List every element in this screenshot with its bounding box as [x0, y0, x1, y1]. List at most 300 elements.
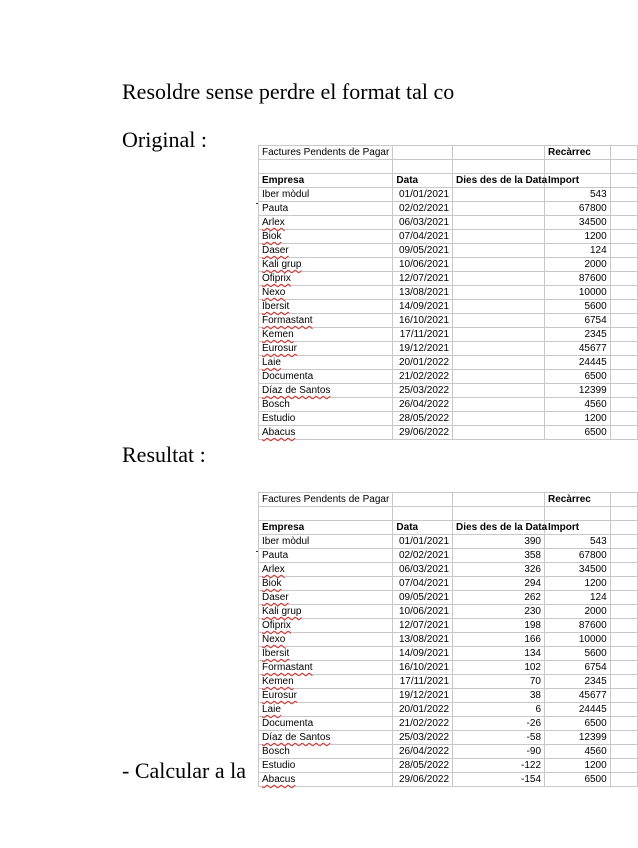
import-cell-text: 2000	[584, 606, 607, 617]
import-cell[interactable]	[545, 412, 611, 426]
empresa-cell[interactable]	[259, 619, 393, 633]
empresa-cell[interactable]	[259, 188, 393, 202]
table-row	[259, 300, 638, 314]
dies-cell[interactable]	[453, 759, 545, 773]
data-cell[interactable]	[393, 619, 453, 633]
import-cell[interactable]	[545, 356, 611, 370]
empty-cell[interactable]	[610, 160, 637, 174]
header-empresa-text: Empresa	[262, 522, 305, 533]
dies-cell[interactable]	[453, 244, 545, 258]
import-cell-text: 543	[590, 189, 607, 200]
empresa-cell[interactable]	[259, 230, 393, 244]
data-cell[interactable]	[393, 591, 453, 605]
data-cell[interactable]	[393, 689, 453, 703]
empresa-cell[interactable]	[259, 675, 393, 689]
data-cell[interactable]	[393, 647, 453, 661]
dies-cell-text: 38	[529, 690, 541, 701]
import-cell-text: 10000	[578, 634, 607, 645]
dies-cell-text: -26	[526, 718, 541, 729]
empty-cell[interactable]	[610, 174, 637, 188]
import-cell[interactable]	[545, 647, 611, 661]
sheet-title-cell-text: Factures Pendents de Pagar	[262, 147, 390, 158]
empresa-cell-text: Ofiprix	[262, 273, 291, 284]
import-cell[interactable]	[545, 384, 611, 398]
data-cell[interactable]	[393, 328, 453, 342]
dies-cell[interactable]	[453, 689, 545, 703]
empty-cell[interactable]	[610, 703, 637, 717]
import-cell[interactable]	[545, 759, 611, 773]
data-cell-text: 09/05/2021	[398, 592, 450, 603]
empresa-cell[interactable]	[259, 314, 393, 328]
empresa-cell[interactable]	[259, 717, 393, 731]
dies-cell[interactable]	[453, 703, 545, 717]
empty-cell[interactable]	[393, 160, 453, 174]
empty-cell[interactable]	[610, 689, 637, 703]
selection-marker	[256, 551, 258, 552]
empty-cell[interactable]	[610, 328, 637, 342]
empresa-cell[interactable]	[259, 412, 393, 426]
empty-cell[interactable]	[610, 745, 637, 759]
empresa-cell[interactable]	[259, 342, 393, 356]
data-cell[interactable]	[393, 773, 453, 787]
empresa-cell[interactable]	[259, 426, 393, 440]
empty-cell[interactable]	[610, 759, 637, 773]
import-cell-text: 2345	[584, 676, 607, 687]
import-cell[interactable]	[545, 591, 611, 605]
import-cell-text: 87600	[578, 273, 607, 284]
table-row	[259, 619, 638, 633]
empty-cell[interactable]	[610, 675, 637, 689]
dies-cell[interactable]	[453, 535, 545, 549]
import-cell[interactable]	[545, 258, 611, 272]
import-cell[interactable]	[545, 314, 611, 328]
import-cell[interactable]	[545, 370, 611, 384]
empresa-cell[interactable]	[259, 356, 393, 370]
import-cell[interactable]	[545, 689, 611, 703]
data-cell-text: 16/10/2021	[398, 315, 450, 326]
table-row	[259, 633, 638, 647]
data-cell[interactable]	[393, 563, 453, 577]
dies-cell[interactable]	[453, 675, 545, 689]
empresa-cell[interactable]	[259, 398, 393, 412]
import-cell-text: 5600	[584, 301, 607, 312]
empresa-cell-text: Abacus	[262, 427, 296, 438]
table-row	[259, 549, 638, 563]
data-cell[interactable]	[393, 272, 453, 286]
empresa-cell[interactable]	[259, 384, 393, 398]
header-data-text: Data	[396, 175, 419, 186]
dies-cell[interactable]	[453, 342, 545, 356]
dies-cell[interactable]	[453, 216, 545, 230]
table-row	[259, 384, 638, 398]
empresa-cell[interactable]	[259, 202, 393, 216]
data-cell[interactable]	[393, 230, 453, 244]
import-cell-text: 45677	[578, 343, 607, 354]
empty-cell[interactable]	[610, 591, 637, 605]
dies-cell[interactable]	[453, 258, 545, 272]
import-cell[interactable]	[545, 745, 611, 759]
header-empresa[interactable]	[259, 521, 393, 535]
import-cell-text: 124	[590, 592, 607, 603]
dies-cell[interactable]	[453, 272, 545, 286]
data-cell-text: 26/04/2022	[398, 746, 450, 757]
table-row	[259, 230, 638, 244]
empresa-cell[interactable]	[259, 647, 393, 661]
title-row	[259, 146, 638, 160]
dies-cell-text: 230	[524, 606, 541, 617]
data-cell[interactable]	[393, 202, 453, 216]
empty-cell[interactable]	[610, 577, 637, 591]
empty-cell[interactable]	[610, 356, 637, 370]
empty-cell[interactable]	[545, 507, 611, 521]
data-cell[interactable]	[393, 577, 453, 591]
table-row	[259, 370, 638, 384]
recarrec-header-cell[interactable]	[545, 146, 611, 160]
empty-cell[interactable]	[610, 661, 637, 675]
empty-cell[interactable]	[610, 731, 637, 745]
empresa-cell[interactable]	[259, 328, 393, 342]
data-cell[interactable]	[393, 605, 453, 619]
dies-cell[interactable]	[453, 370, 545, 384]
data-cell[interactable]	[393, 398, 453, 412]
empresa-cell[interactable]	[259, 272, 393, 286]
import-cell[interactable]	[545, 188, 611, 202]
header-row	[259, 174, 638, 188]
data-cell[interactable]	[393, 703, 453, 717]
dies-cell[interactable]	[453, 591, 545, 605]
import-cell-text: 4560	[584, 399, 607, 410]
empresa-cell-text: Nexo	[262, 634, 286, 645]
dies-cell[interactable]	[453, 314, 545, 328]
empresa-cell-text: Pauta	[262, 550, 289, 561]
empresa-cell[interactable]	[259, 535, 393, 549]
dies-cell[interactable]	[453, 717, 545, 731]
empresa-cell[interactable]	[259, 563, 393, 577]
table-row	[259, 258, 638, 272]
empty-cell[interactable]	[610, 258, 637, 272]
import-cell[interactable]	[545, 717, 611, 731]
data-cell[interactable]	[393, 258, 453, 272]
data-cell[interactable]	[393, 244, 453, 258]
table-row	[259, 314, 638, 328]
dies-cell[interactable]	[453, 731, 545, 745]
empresa-cell[interactable]	[259, 745, 393, 759]
empresa-cell-text: Arlex	[262, 217, 285, 228]
data-cell[interactable]	[393, 342, 453, 356]
empty-cell[interactable]	[610, 426, 637, 440]
blank-row	[259, 160, 638, 174]
data-cell[interactable]	[393, 300, 453, 314]
dies-cell[interactable]	[453, 563, 545, 577]
empresa-cell-text: Laie	[262, 704, 281, 715]
import-cell[interactable]	[545, 272, 611, 286]
table-row	[259, 577, 638, 591]
data-cell-text: 26/04/2022	[398, 399, 450, 410]
empty-cell[interactable]	[610, 384, 637, 398]
data-cell-text: 28/05/2022	[398, 760, 450, 771]
data-cell[interactable]	[393, 745, 453, 759]
data-cell[interactable]	[393, 426, 453, 440]
data-cell[interactable]	[393, 731, 453, 745]
empty-cell[interactable]	[610, 202, 637, 216]
empresa-cell-text: Eurosur	[262, 343, 298, 354]
data-cell-text: 02/02/2021	[398, 550, 450, 561]
header-import-text: Import	[548, 175, 580, 186]
dies-cell-text: -154	[520, 774, 541, 785]
empty-cell[interactable]	[545, 160, 611, 174]
data-cell[interactable]	[393, 412, 453, 426]
empresa-cell[interactable]	[259, 370, 393, 384]
dies-cell-text: 102	[524, 662, 541, 673]
empty-cell[interactable]	[610, 370, 637, 384]
empresa-cell[interactable]	[259, 759, 393, 773]
import-cell[interactable]	[545, 563, 611, 577]
dies-cell[interactable]	[453, 605, 545, 619]
empty-cell[interactable]	[453, 146, 545, 160]
empty-cell[interactable]	[610, 717, 637, 731]
import-cell-text: 24445	[578, 357, 607, 368]
empresa-cell[interactable]	[259, 773, 393, 787]
empresa-cell-text: Daser	[262, 592, 289, 603]
empty-cell[interactable]	[610, 188, 637, 202]
empresa-cell[interactable]	[259, 703, 393, 717]
empty-cell[interactable]	[610, 272, 637, 286]
import-cell[interactable]	[545, 731, 611, 745]
empresa-cell[interactable]	[259, 591, 393, 605]
import-cell[interactable]	[545, 577, 611, 591]
import-cell[interactable]	[545, 619, 611, 633]
import-cell[interactable]	[545, 773, 611, 787]
dies-cell[interactable]	[453, 577, 545, 591]
header-import-text: Import	[548, 522, 580, 533]
import-cell-text: 2345	[584, 329, 607, 340]
result-label: Resultat :	[122, 442, 206, 467]
empty-cell[interactable]	[610, 647, 637, 661]
data-cell[interactable]	[393, 384, 453, 398]
recarrec-header-cell-text: Recàrrec	[548, 147, 591, 158]
empresa-cell-text: Iber mòdul	[262, 536, 310, 547]
empty-cell[interactable]	[453, 160, 545, 174]
import-cell[interactable]	[545, 703, 611, 717]
table-row	[259, 717, 638, 731]
empty-cell[interactable]	[610, 507, 637, 521]
import-cell[interactable]	[545, 216, 611, 230]
data-cell[interactable]	[393, 370, 453, 384]
empresa-cell[interactable]	[259, 661, 393, 675]
data-cell[interactable]	[393, 216, 453, 230]
dies-cell[interactable]	[453, 549, 545, 563]
data-cell[interactable]	[393, 356, 453, 370]
import-cell[interactable]	[545, 661, 611, 675]
import-cell[interactable]	[545, 202, 611, 216]
import-cell-text: 6500	[584, 371, 607, 382]
table-row	[259, 591, 638, 605]
import-cell[interactable]	[545, 535, 611, 549]
import-cell[interactable]	[545, 549, 611, 563]
import-cell-text: 1200	[584, 413, 607, 424]
empresa-cell[interactable]	[259, 605, 393, 619]
empresa-cell[interactable]	[259, 731, 393, 745]
empty-cell[interactable]	[610, 535, 637, 549]
header-dies[interactable]	[453, 521, 548, 535]
dies-cell[interactable]	[453, 412, 545, 426]
import-cell-text: 45677	[578, 690, 607, 701]
data-cell[interactable]	[393, 314, 453, 328]
data-cell[interactable]	[393, 535, 453, 549]
table-row	[259, 605, 638, 619]
import-cell[interactable]	[545, 230, 611, 244]
dies-cell[interactable]	[453, 356, 545, 370]
empresa-cell-text: Documenta	[262, 718, 314, 729]
empty-cell[interactable]	[610, 493, 637, 507]
selection-marker	[256, 203, 258, 204]
import-cell[interactable]	[545, 286, 611, 300]
recarrec-header-cell[interactable]	[545, 493, 611, 507]
empresa-cell[interactable]	[259, 286, 393, 300]
empty-cell[interactable]	[393, 507, 453, 521]
empty-cell[interactable]	[610, 216, 637, 230]
sheet-title-cell[interactable]	[259, 146, 393, 160]
empty-cell[interactable]	[610, 633, 637, 647]
import-cell-text: 12399	[578, 732, 607, 743]
dies-cell[interactable]	[453, 426, 545, 440]
dies-cell[interactable]	[453, 230, 545, 244]
empty-cell[interactable]	[610, 230, 637, 244]
import-cell[interactable]	[545, 675, 611, 689]
dies-cell[interactable]	[453, 745, 545, 759]
empresa-cell[interactable]	[259, 549, 393, 563]
empty-cell[interactable]	[610, 314, 637, 328]
data-cell-text: 09/05/2021	[398, 245, 450, 256]
empresa-cell[interactable]	[259, 300, 393, 314]
import-cell[interactable]	[545, 633, 611, 647]
original-spreadsheet	[258, 145, 607, 440]
header-row	[259, 521, 638, 535]
data-cell-text: 17/11/2021	[399, 676, 450, 687]
empresa-cell[interactable]	[259, 689, 393, 703]
empty-cell[interactable]	[393, 493, 453, 507]
table-row	[259, 272, 638, 286]
empty-cell[interactable]	[453, 493, 545, 507]
data-cell[interactable]	[393, 549, 453, 563]
data-cell[interactable]	[393, 286, 453, 300]
empty-cell[interactable]	[610, 146, 637, 160]
table-row	[259, 398, 638, 412]
empresa-cell[interactable]	[259, 577, 393, 591]
dies-cell-text: 390	[524, 536, 541, 547]
empresa-cell[interactable]	[259, 244, 393, 258]
empty-cell[interactable]	[610, 300, 637, 314]
empty-cell[interactable]	[453, 507, 545, 521]
original-label: Original :	[122, 127, 207, 152]
data-cell[interactable]	[393, 661, 453, 675]
import-cell[interactable]	[545, 328, 611, 342]
empresa-cell-text: Kemen	[262, 676, 294, 687]
empty-cell[interactable]	[610, 605, 637, 619]
data-cell[interactable]	[393, 717, 453, 731]
table-row	[259, 328, 638, 342]
dies-cell-text: -122	[520, 760, 541, 771]
header-data[interactable]	[393, 521, 453, 535]
data-cell-text: 17/11/2021	[399, 329, 450, 340]
header-dies[interactable]	[453, 174, 548, 188]
data-cell-text: 21/02/2022	[398, 718, 450, 729]
data-cell-text: 07/04/2021	[398, 231, 450, 242]
empty-cell[interactable]	[610, 549, 637, 563]
table-row	[259, 216, 638, 230]
header-dies-text: Dies des de la Data	[456, 522, 548, 533]
empty-cell[interactable]	[259, 160, 393, 174]
data-cell[interactable]	[393, 633, 453, 647]
dies-cell[interactable]	[453, 619, 545, 633]
dies-cell-text: 134	[524, 648, 541, 659]
dies-cell[interactable]	[453, 398, 545, 412]
header-import[interactable]	[545, 174, 611, 188]
empty-cell[interactable]	[610, 563, 637, 577]
dies-cell[interactable]	[453, 633, 545, 647]
header-data[interactable]	[393, 174, 453, 188]
empresa-cell-text: Iber mòdul	[262, 189, 310, 200]
data-cell[interactable]	[393, 188, 453, 202]
empresa-cell[interactable]	[259, 258, 393, 272]
empresa-cell[interactable]	[259, 216, 393, 230]
table-row	[259, 426, 638, 440]
table-row	[259, 745, 638, 759]
empty-cell[interactable]	[393, 146, 453, 160]
sheet-title-cell-text: Factures Pendents de Pagar	[262, 494, 390, 505]
empresa-cell-text: Documenta	[262, 371, 314, 382]
import-cell-text: 12399	[578, 385, 607, 396]
table-row	[259, 244, 638, 258]
empty-cell[interactable]	[610, 342, 637, 356]
data-cell-text: 19/12/2021	[398, 690, 450, 701]
empty-cell[interactable]	[610, 521, 637, 535]
dies-cell[interactable]	[453, 286, 545, 300]
sheet-title-cell[interactable]	[259, 493, 393, 507]
intro-text: Resoldre sense perdre el format tal co	[122, 79, 455, 104]
dies-cell[interactable]	[453, 328, 545, 342]
import-cell[interactable]	[545, 426, 611, 440]
dies-cell[interactable]	[453, 661, 545, 675]
dies-cell-text: 358	[524, 550, 541, 561]
dies-cell[interactable]	[453, 647, 545, 661]
empresa-cell[interactable]	[259, 633, 393, 647]
empresa-cell-text: Bosch	[262, 399, 290, 410]
header-import[interactable]	[545, 521, 611, 535]
import-cell[interactable]	[545, 398, 611, 412]
dies-cell[interactable]	[453, 384, 545, 398]
data-cell[interactable]	[393, 675, 453, 689]
import-cell[interactable]	[545, 244, 611, 258]
empty-cell[interactable]	[610, 412, 637, 426]
dies-cell[interactable]	[453, 773, 545, 787]
empty-cell[interactable]	[610, 244, 637, 258]
data-cell[interactable]	[393, 759, 453, 773]
header-empresa[interactable]	[259, 174, 393, 188]
empty-cell[interactable]	[610, 286, 637, 300]
import-cell[interactable]	[545, 300, 611, 314]
empty-cell[interactable]	[610, 619, 637, 633]
empty-cell[interactable]	[259, 507, 393, 521]
empty-cell[interactable]	[610, 773, 637, 787]
empty-cell[interactable]	[610, 398, 637, 412]
dies-cell[interactable]	[453, 202, 545, 216]
dies-cell[interactable]	[453, 300, 545, 314]
dies-cell[interactable]	[453, 188, 545, 202]
import-cell[interactable]	[545, 605, 611, 619]
import-cell[interactable]	[545, 342, 611, 356]
empresa-cell-text: Ibersit	[262, 648, 290, 659]
